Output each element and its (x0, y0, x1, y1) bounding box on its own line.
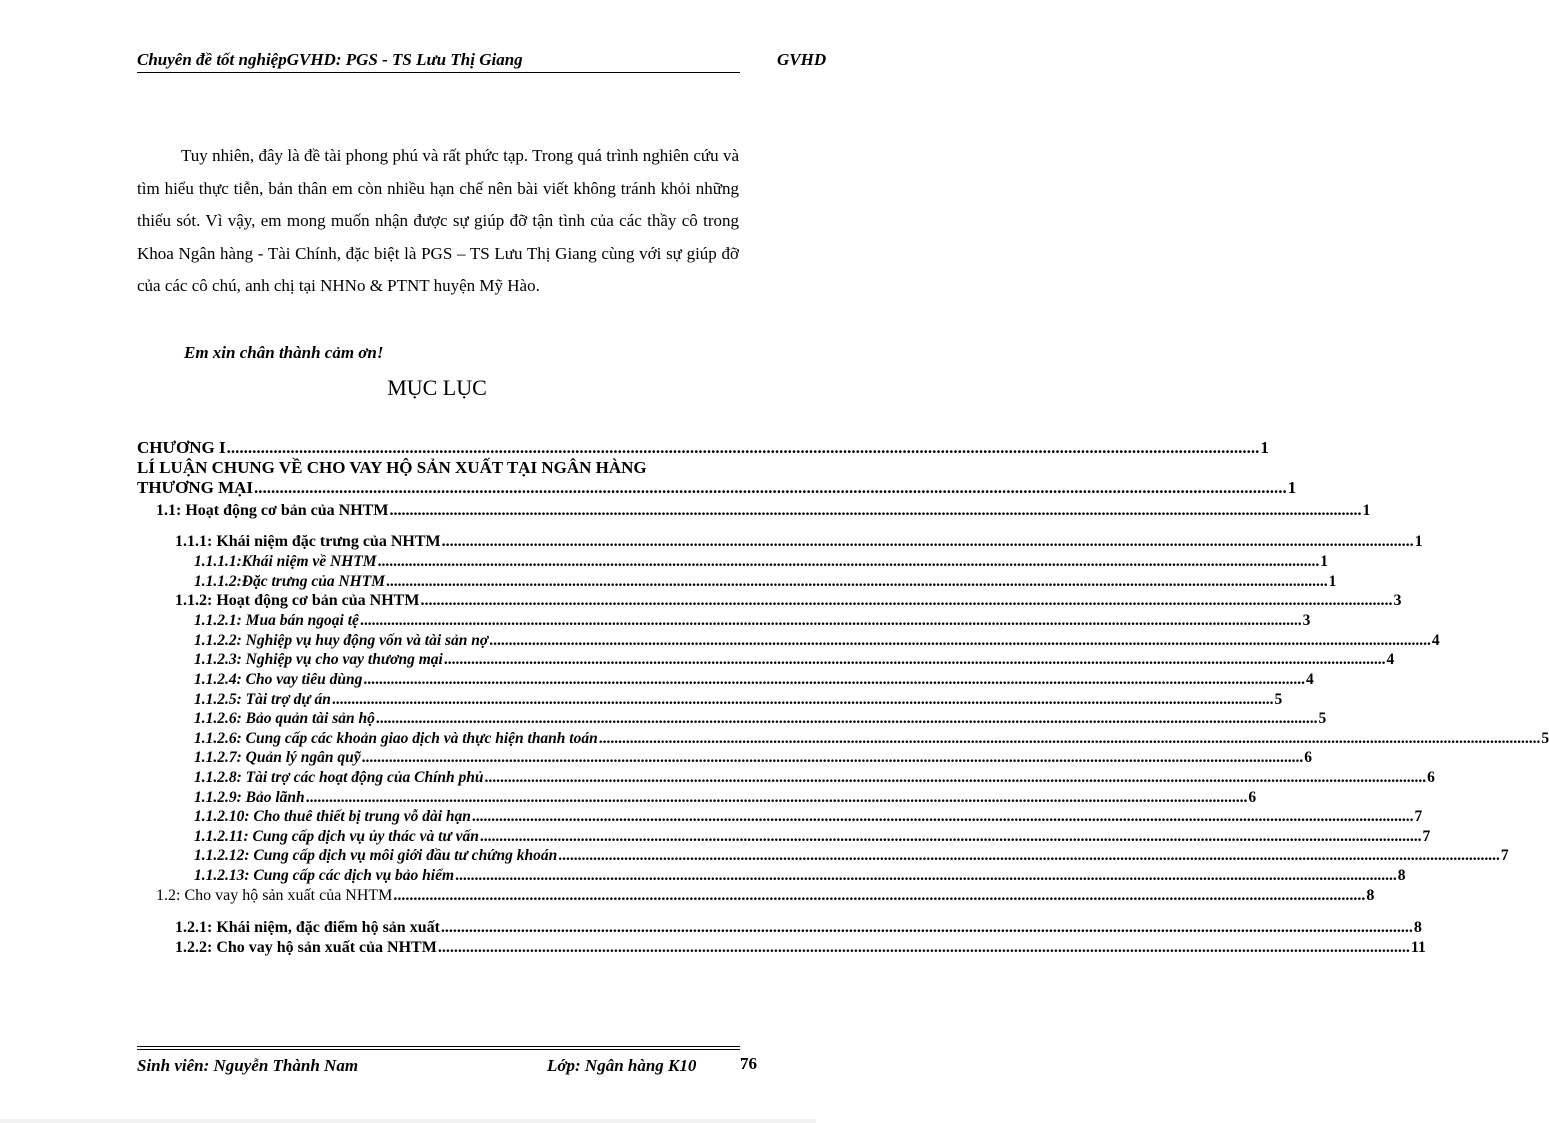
toc-entry-page: 1 (1320, 553, 1328, 570)
toc-chapter-title-line2 (137, 478, 1297, 498)
toc-leader (420, 591, 1392, 611)
toc-leader (444, 650, 1386, 670)
toc-entry-page: 6 (1427, 768, 1435, 786)
toc-entry (137, 938, 1426, 958)
toc-entry (137, 572, 1337, 592)
toc-leader (254, 478, 1287, 498)
toc-leader (485, 768, 1427, 788)
toc-leader (227, 438, 1260, 458)
page-bottom-edge (0, 1119, 816, 1123)
toc-entry-label: 1.1.2.1: Mua bán ngoại tệ (194, 612, 359, 630)
toc-entry-label: 1.1.2.5: Tài trợ dự án (194, 690, 331, 708)
header-left-text: Chuyên đề tốt nghiệpGVHD: PGS - TS Lưu Thị Giang (137, 50, 523, 69)
toc-entry (137, 611, 1311, 631)
toc-entry-label: 1.1.2.8: Tài trợ các hoạt động của Chính phủ (194, 768, 484, 786)
toc-entry-page: 1 (1287, 478, 1297, 497)
toc-entry (137, 591, 1402, 611)
toc-entry-page: 8 (1366, 886, 1375, 904)
table-of-contents (137, 438, 1549, 958)
toc-entry-page: 7 (1414, 808, 1423, 826)
toc-entry (137, 729, 1549, 749)
toc-entry (137, 552, 1328, 572)
toc-leader (360, 611, 1302, 631)
toc-entry-page: 4 (1386, 651, 1395, 669)
toc-entry-label: 1.1.2.6: Cung cấp các khoản giao dịch và thực hiện thanh toán (194, 729, 598, 747)
toc-entry-page: 6 (1304, 749, 1313, 767)
toc-entry (137, 846, 1509, 866)
toc-entry-label: 1.1.2.6: Bảo quản tài sản hộ (194, 710, 375, 728)
header-rule (137, 72, 740, 73)
toc-leader (455, 866, 1397, 886)
toc-entry-page: 1 (1414, 533, 1423, 550)
toc-entry-chapter (137, 438, 1269, 458)
paragraph-text: Tuy nhiên, đây là đề tài phong phú và rất phức tạp. Trong quá trình nghiên cứu và tìm hiểu thực tiễn, bản thân em còn nhiều hạn chế nên bài viết không tránh khỏi những thiếu sót. Vì vậy, em mong muốn nhận được sự giúp đỡ tận tình của các thầy cô trong Khoa Ngân hàng - Tài Chính, đặc biệt là PGS – TS Lưu Thị Giang cùng với sự giúp đỡ của các cô chú, anh chị tại NHNo & PTNT huyện Mỹ Hào. (137, 146, 739, 295)
toc-entry-page: 1 (1260, 438, 1269, 457)
toc-entry (137, 748, 1313, 768)
header-right-text: GVHD (777, 50, 827, 69)
toc-entry-page: 6 (1248, 788, 1257, 806)
toc-entry (137, 631, 1440, 651)
toc-entry (137, 532, 1423, 552)
toc-leader (442, 532, 1414, 552)
toc-leader (363, 670, 1305, 690)
toc-leader (332, 690, 1274, 710)
toc-entry-label: 1.1.2.11: Cung cấp dịch vụ ủy thác và tư vấn (194, 827, 479, 845)
toc-entry-page: 11 (1410, 938, 1426, 956)
toc-leader (480, 827, 1422, 847)
toc-leader (558, 846, 1500, 866)
toc-entry-label: 1.1.2.4: Cho vay tiêu dùng (194, 670, 363, 688)
toc-entry (137, 670, 1314, 690)
toc-entry-page: 3 (1393, 592, 1402, 610)
toc-leader (378, 552, 1320, 572)
toc-entry-page: 8 (1413, 918, 1422, 936)
toc-entry-label: 1.1.2.12: Cung cấp dịch vụ môi giới đầu tư chứng khoán (194, 847, 558, 865)
toc-entry (137, 886, 1375, 906)
toc-entry-page: 3 (1302, 612, 1311, 630)
footer-class: Lớp: Ngân hàng K10 (547, 1056, 697, 1075)
toc-entry-label: 1.2.2: Cho vay hộ sản xuất của NHTM (175, 938, 437, 956)
toc-leader (362, 748, 1304, 768)
toc-entry-label: 1.1.2.7: Quản lý ngân quỹ (194, 749, 361, 767)
toc-entry-label: 1.1.1.2:Đặc trưng của NHTM (194, 572, 385, 590)
footer-rule (137, 1049, 740, 1050)
toc-entry-label: 1.1.2.2: Nghiệp vụ huy động vốn và tài sản nợ (194, 631, 489, 649)
toc-entry-label: THƯƠNG MẠI (137, 478, 254, 497)
toc-leader (306, 788, 1248, 808)
toc-entry (137, 501, 1371, 521)
toc-leader (393, 886, 1365, 906)
toc-entry-label: 1.1.2.13: Cung cấp các dịch vụ bảo hiểm (194, 866, 455, 884)
toc-leader (599, 729, 1541, 749)
toc-entry (137, 768, 1435, 788)
toc-entry-label: 1.2: Cho vay hộ sản xuất của NHTM (156, 886, 393, 904)
toc-entry (137, 788, 1257, 808)
toc-leader (386, 572, 1328, 592)
toc-entry (137, 827, 1431, 847)
toc-entry-page: 5 (1274, 690, 1283, 708)
toc-leader (376, 709, 1318, 729)
toc-entry-page: 8 (1397, 866, 1406, 884)
toc-entry (137, 918, 1422, 938)
toc-entry-page: 5 (1541, 729, 1549, 747)
toc-chapter-title-line1 (137, 458, 740, 478)
toc-entry-label: 1.1: Hoạt động cơ bản của NHTM (156, 502, 389, 519)
toc-leader (441, 918, 1413, 938)
footer-rule (137, 1046, 740, 1047)
thanks-line: Em xin chân thành cảm ơn! (184, 343, 384, 362)
toc-entry-label: 1.1.2.9: Bảo lãnh (194, 788, 305, 806)
toc-entry (137, 650, 1395, 670)
toc-leader (438, 938, 1410, 958)
page-number: 76 (740, 1054, 757, 1073)
toc-entry-label: 1.1.2: Hoạt động cơ bản của NHTM (175, 592, 420, 610)
toc-title: MỤC LỤC (387, 375, 487, 400)
toc-entry-page: 1 (1328, 572, 1337, 590)
toc-entry-page: 1 (1362, 502, 1371, 519)
toc-entry-label: CHƯƠNG I (137, 438, 226, 457)
toc-entry-page: 4 (1431, 631, 1440, 649)
page-header (137, 50, 827, 74)
toc-leader (389, 501, 1361, 521)
toc-leader (472, 807, 1414, 827)
page-footer (137, 1054, 759, 1080)
toc-entry-label: 1.1.2.3: Nghiệp vụ cho vay thương mại (194, 651, 443, 669)
toc-entry-label: 1.2.1: Khái niệm, đặc điểm hộ sản xuất (175, 918, 440, 936)
toc-entry (137, 690, 1283, 710)
toc-entry-label: 1.1.2.10: Cho thuê thiết bị trung vỗ dài hạn (194, 808, 471, 826)
footer-student: Sinh viên: Nguyễn Thành Nam (137, 1056, 359, 1075)
toc-entry-page: 7 (1500, 847, 1509, 865)
toc-entry (137, 866, 1406, 886)
acknowledgement-paragraph (137, 140, 739, 303)
toc-entry-label: 1.1.1.1:Khái niệm về NHTM (194, 553, 377, 570)
toc-leader (489, 631, 1431, 651)
toc-entry (137, 807, 1423, 827)
toc-entry-page: 5 (1318, 710, 1327, 728)
toc-entry-page: 4 (1305, 670, 1314, 688)
toc-entry-label: 1.1.1: Khái niệm đặc trưng của NHTM (175, 533, 441, 550)
toc-entry-label: LÍ LUẬN CHUNG VỀ CHO VAY HỘ SẢN XUẤT TẠI NGÂN HÀNG (137, 458, 647, 477)
toc-entry (137, 709, 1327, 729)
toc-entry-page: 7 (1422, 827, 1431, 845)
